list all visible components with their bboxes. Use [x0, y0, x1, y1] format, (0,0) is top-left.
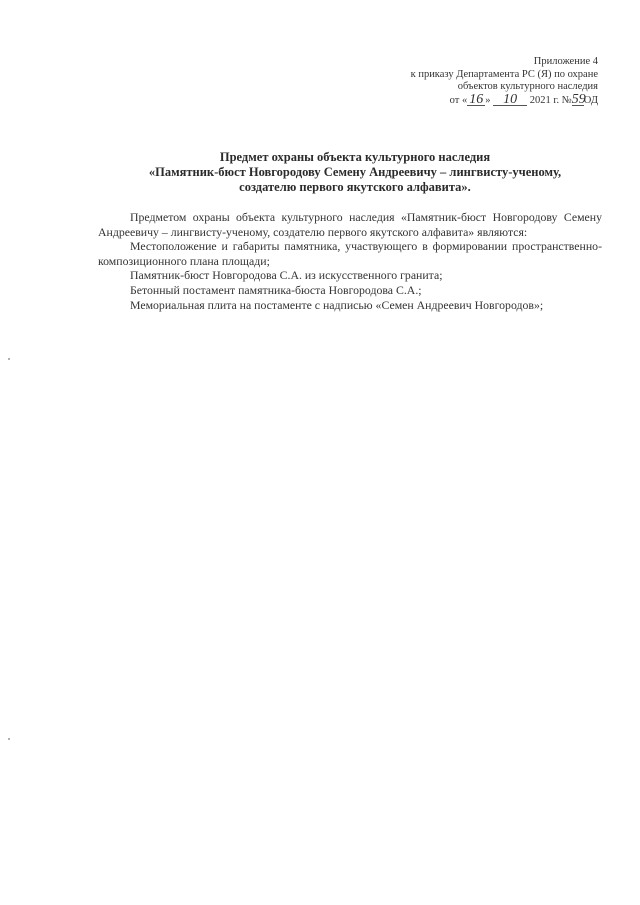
appendix-header — [358, 56, 598, 107]
title-line-3: создателю первого якутского алфавита». — [239, 180, 471, 194]
date-mid: » — [485, 94, 494, 106]
scan-speck — [8, 358, 10, 360]
document-title — [110, 150, 600, 195]
date-prefix: от « — [449, 94, 468, 106]
title-line-2: «Памятник-бюст Новгородову Семену Андреевичу – лингвисту-ученому, — [148, 165, 562, 179]
order-number: 59 — [571, 91, 586, 107]
scan-speck — [8, 738, 10, 740]
list-item: Мемориальная плита на постаменте с надписью «Семен Андреевич Новгородов»; — [130, 297, 544, 312]
list-item: Памятник-бюст Новгородова С.А. из искусственного гранита; — [130, 268, 443, 283]
list-item: Бетонный постамент памятника-бюста Новгородова С.А.; — [130, 282, 422, 297]
title-line-1: Предмет охраны объекта культурного наследия — [219, 150, 491, 164]
date-day: 16 — [469, 91, 484, 107]
document-body — [98, 210, 602, 312]
list-item: Местоположение и габариты памятника, участвующего в формировании пространственно-композиционного плана площади; — [98, 239, 602, 268]
order-number-suffix: ОД — [583, 94, 598, 106]
intro-paragraph: Предметом охраны объекта культурного наследия «Памятник-бюст Новгородову Семену Андреевичу – лингвисту-ученому, создателю первого якутского алфавита» являются: — [98, 210, 602, 239]
appendix-order-line: к приказу Департамента РС (Я) по охране — [410, 68, 598, 80]
date-year: 2021 г. № — [527, 94, 572, 106]
appendix-title: Приложение 4 — [533, 56, 598, 67]
appendix-department-line: объектов культурного наследия — [457, 81, 598, 92]
appendix-date-line — [358, 91, 598, 108]
date-month: 10 — [493, 94, 527, 106]
